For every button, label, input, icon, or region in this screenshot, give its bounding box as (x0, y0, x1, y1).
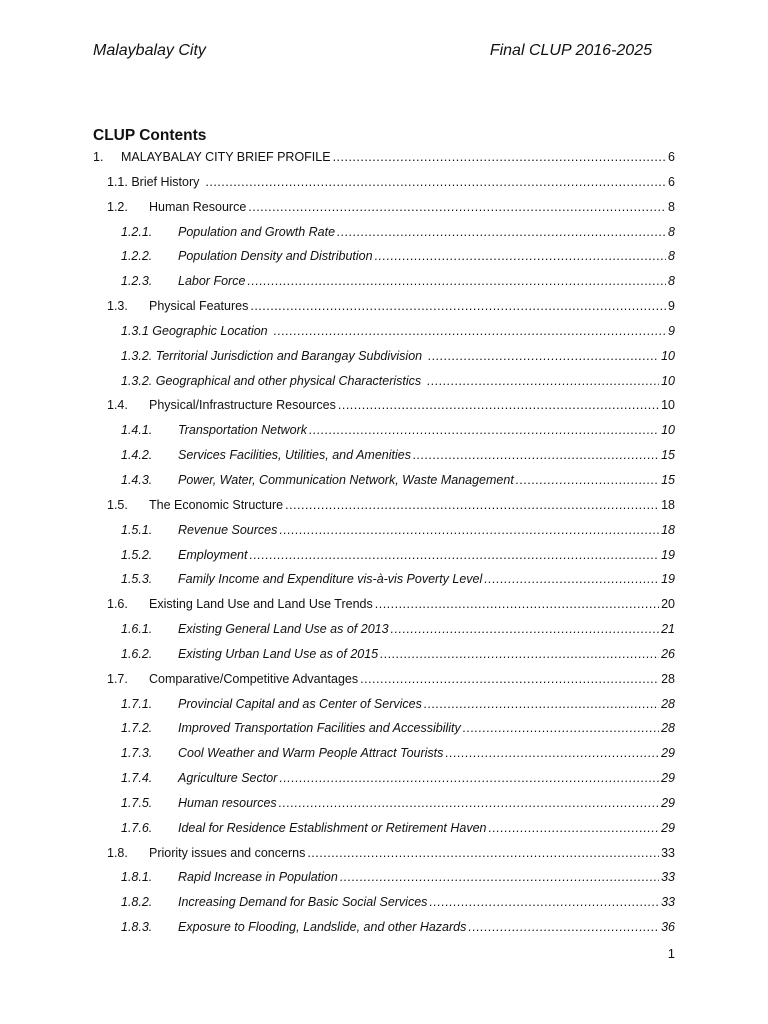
toc-entry-title: Employment (178, 547, 248, 562)
toc-entry-title: Human Resource (149, 199, 247, 214)
header-document-title: Final CLUP 2016-2025 (489, 42, 652, 59)
toc-entry[interactable] (93, 347, 675, 372)
toc-entry-number: 1.7.2. (121, 721, 153, 736)
toc-leader-dots (249, 546, 659, 564)
toc-entry-number: 1.5.1. (121, 522, 153, 537)
toc-title: CLUP Contents (93, 127, 207, 144)
toc-entry[interactable] (93, 247, 675, 272)
toc-entry-number: 1.1. Brief History (107, 174, 200, 189)
toc-entry-title: MALAYBALAY CITY BRIEF PROFILE (121, 150, 331, 164)
toc-entry[interactable] (93, 769, 675, 794)
toc-leader-dots (340, 868, 659, 886)
toc-entry-number: 1.5. (107, 497, 128, 512)
toc-entry-number: 1.7.3. (121, 746, 153, 761)
toc-entry-number: 1.4.3. (121, 472, 153, 487)
toc-entry-title: Improved Transportation Facilities and Accessibility (178, 721, 461, 736)
toc-leader-dots (360, 670, 659, 688)
toc-leader-dots (338, 396, 659, 414)
toc-leader-dots (337, 223, 666, 241)
toc-entry[interactable] (93, 670, 675, 695)
toc-entry-title: Existing General Land Use as of 2013 (178, 622, 389, 637)
toc-entry-page: 18 (661, 522, 675, 537)
toc-entry[interactable] (93, 844, 675, 869)
toc-leader-dots (279, 769, 659, 787)
toc-entry-page: 9 (668, 323, 675, 338)
toc-leader-dots (285, 496, 659, 514)
toc-entry-number: 1.6.1. (121, 622, 153, 637)
toc-leader-dots (205, 173, 666, 191)
toc-entry-page: 29 (661, 795, 675, 810)
toc-entry-title: The Economic Structure (149, 497, 284, 512)
toc-leader-dots (413, 446, 659, 464)
toc-entry-page: 6 (668, 150, 675, 164)
toc-leader-dots (375, 247, 666, 265)
toc-entry-page: 10 (661, 398, 675, 413)
toc-entry-page: 21 (661, 622, 675, 637)
toc-entry-title: Revenue Sources (178, 522, 278, 537)
toc-entry-page: 8 (668, 224, 675, 239)
toc-entry-number: 1.8. (107, 845, 128, 860)
toc-entry-number: 1.3.2. Geographical and other physical Characteristics (121, 373, 422, 388)
toc-entry[interactable] (93, 546, 675, 571)
toc-leader-dots (424, 695, 659, 713)
toc-leader-dots (427, 372, 659, 390)
toc-entry-number: 1.3.2. Territorial Jurisdiction and Barangay Subdivision (121, 348, 423, 363)
toc-entry-number: 1.7. (107, 671, 128, 686)
toc-entry-page: 33 (661, 870, 675, 885)
toc-entry-title: Priority issues and concerns (149, 845, 306, 860)
toc-entry[interactable] (93, 695, 675, 720)
toc-entry-page: 29 (661, 771, 675, 786)
toc-entry-page: 10 (661, 423, 675, 438)
toc-entry-title: Existing Urban Land Use as of 2015 (178, 646, 379, 661)
toc-leader-dots (248, 198, 666, 216)
toc-entry-page: 15 (661, 448, 675, 463)
toc-entry-title: Agriculture Sector (178, 771, 278, 786)
toc-entry[interactable] (93, 396, 675, 421)
toc-leader-dots (307, 844, 659, 862)
toc-entry[interactable] (93, 521, 675, 546)
toc-entry-title: Population and Growth Rate (178, 224, 336, 239)
toc-entry[interactable] (93, 372, 675, 397)
toc-leader-dots (516, 471, 659, 489)
toc-entry-number: 1.6. (107, 597, 128, 612)
toc-entry-title: Physical/Infrastructure Resources (149, 398, 336, 413)
toc-entry-page: 6 (668, 174, 675, 189)
toc-entry-title: Transportation Network (178, 423, 307, 438)
toc-leader-dots (333, 148, 666, 166)
toc-entry-number: 1.2.2. (121, 249, 153, 264)
toc-leader-dots (428, 347, 659, 365)
toc-entry-number: 1.7.6. (121, 820, 153, 835)
toc-entry[interactable] (93, 421, 675, 446)
toc-entry-title: Provincial Capital and as Center of Services (178, 696, 422, 711)
toc-entry[interactable] (93, 446, 675, 471)
toc-entry-number: 1.2.3. (121, 274, 153, 289)
toc-entry-page: 28 (661, 696, 675, 711)
toc-entry-page: 36 (661, 920, 675, 935)
toc-entry-number: 1.4. (107, 398, 128, 413)
toc-entry[interactable] (93, 173, 675, 198)
toc-entry-page: 29 (661, 820, 675, 835)
toc-entry-title: Physical Features (149, 299, 249, 314)
toc-entry-number: 1.8.2. (121, 895, 153, 910)
toc-entry-page: 19 (661, 547, 675, 562)
toc-entry[interactable] (93, 794, 675, 819)
toc-leader-dots (380, 645, 659, 663)
toc-entry-page: 20 (661, 597, 675, 612)
toc-entry-page: 15 (661, 472, 675, 487)
toc-entry-page: 29 (661, 746, 675, 761)
toc-entry-page: 28 (661, 721, 675, 736)
toc-entry-number: 1.3. (107, 299, 128, 314)
toc-entry-page: 8 (668, 199, 675, 214)
toc-entry-title: Exposure to Flooding, Landslide, and other Hazards (178, 920, 467, 935)
toc-entry[interactable] (93, 223, 675, 248)
toc-entry-page: 28 (661, 671, 675, 686)
toc-entry-number: 1.7.5. (121, 795, 153, 810)
toc-entry-title: Increasing Demand for Basic Social Services (178, 895, 428, 910)
toc-entry[interactable] (93, 595, 675, 620)
toc-entry-number: 1.4.1. (121, 423, 153, 438)
toc-entry[interactable] (93, 645, 675, 670)
toc-leader-dots (279, 794, 659, 812)
toc-entry[interactable] (93, 819, 675, 844)
toc-entry-title: Population Density and Distribution (178, 249, 373, 264)
toc-entry-number: 1.5.3. (121, 572, 153, 587)
toc-entry[interactable] (93, 148, 675, 173)
toc-entry[interactable] (93, 272, 675, 297)
toc-leader-dots (279, 521, 659, 539)
toc-entry-title: Rapid Increase in Population (178, 870, 338, 885)
toc-entry[interactable] (93, 570, 675, 595)
toc-entry-number: 1.7.1. (121, 696, 153, 711)
toc-entry-number: 1.4.2. (121, 448, 153, 463)
toc-leader-dots (375, 595, 659, 613)
toc-leader-dots (445, 744, 659, 762)
toc-entry-page: 18 (661, 497, 675, 512)
toc-entry-number: 1.8.3. (121, 920, 153, 935)
toc-leader-dots (391, 620, 660, 638)
toc-entry-page: 33 (661, 895, 675, 910)
toc-leader-dots (309, 421, 659, 439)
page-number: 1 (667, 946, 675, 961)
toc-entry-title: Existing Land Use and Land Use Trends (149, 597, 373, 612)
toc-leader-dots (250, 297, 666, 315)
toc-entry[interactable] (93, 868, 675, 893)
toc-entry-number: 1.5.2. (121, 547, 153, 562)
toc-entry[interactable] (93, 322, 675, 347)
toc-entry-title: Cool Weather and Warm People Attract Tourists (178, 746, 444, 761)
toc-entry-title: Family Income and Expenditure vis-à-vis Poverty Level (178, 572, 483, 587)
toc-leader-dots (429, 893, 659, 911)
toc-entry[interactable] (93, 620, 675, 645)
toc-entry-title: Services Facilities, Utilities, and Amenities (178, 448, 411, 463)
toc-leader-dots (488, 819, 659, 837)
toc-entry-number: 1.3.1 Geographic Location (121, 323, 268, 338)
toc-entry-number: 1.6.2. (121, 646, 153, 661)
toc-entry[interactable] (93, 719, 675, 744)
toc-entry-title: Labor Force (178, 274, 246, 289)
toc-entry[interactable] (93, 496, 675, 521)
toc-entry[interactable] (93, 744, 675, 769)
toc-entry[interactable] (93, 918, 675, 943)
toc-entry[interactable] (93, 297, 675, 322)
toc-entry-number: 1.2.1. (121, 224, 153, 239)
toc-entry-number: 1.7.4. (121, 771, 153, 786)
toc-leader-dots (468, 918, 659, 936)
toc-entry-number: 1. (93, 150, 104, 164)
toc-entry[interactable] (93, 893, 675, 918)
toc-leader-dots (463, 719, 659, 737)
toc-entry-title: Power, Water, Communication Network, Waste Management (178, 472, 514, 487)
toc-entry-page: 33 (661, 845, 675, 860)
toc-entry-page: 10 (661, 373, 675, 388)
toc-entry-page: 19 (661, 572, 675, 587)
header-city-name: Malaybalay City (93, 42, 206, 59)
toc-entry-title: Ideal for Residence Establishment or Retirement Haven (178, 820, 487, 835)
toc-entry-title: Human resources (178, 795, 277, 810)
toc-entry[interactable] (93, 198, 675, 223)
toc-leader-dots (484, 570, 659, 588)
toc-entry-page: 8 (668, 274, 675, 289)
table-of-contents (93, 148, 675, 943)
toc-entry-page: 10 (661, 348, 675, 363)
toc-entry-page: 26 (661, 646, 675, 661)
toc-entry-page: 8 (668, 249, 675, 264)
toc-leader-dots (274, 322, 666, 340)
toc-entry-title: Comparative/Competitive Advantages (149, 671, 359, 686)
toc-entry[interactable] (93, 471, 675, 496)
toc-entry-number: 1.2. (107, 199, 128, 214)
toc-entry-number: 1.8.1. (121, 870, 153, 885)
toc-leader-dots (247, 272, 666, 290)
toc-entry-page: 9 (668, 299, 675, 314)
